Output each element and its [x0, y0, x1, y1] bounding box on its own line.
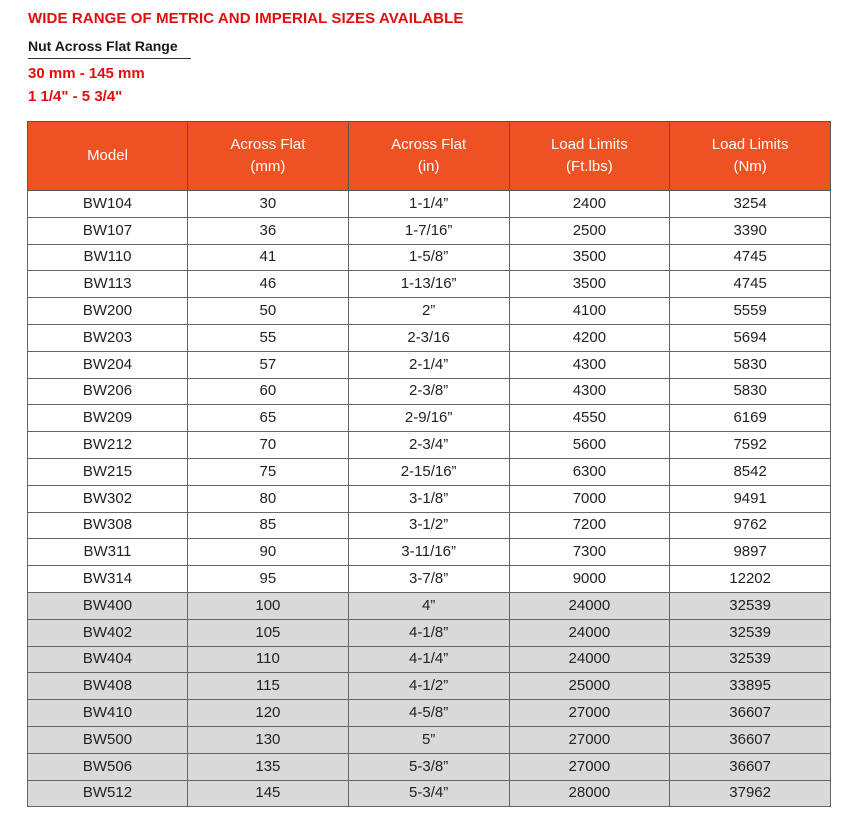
- column-header-line2: (mm): [250, 158, 286, 175]
- table-row: [28, 351, 831, 378]
- cell-model: BW113: [28, 271, 188, 298]
- cell-across-flat-in: 2-9/16”: [348, 405, 509, 432]
- cell-load-ftlbs: 24000: [509, 646, 670, 673]
- column-header-line2: (in): [417, 158, 440, 175]
- cell-across-flat-in: 3-11/16”: [348, 539, 509, 566]
- cell-model: BW302: [28, 485, 188, 512]
- subheading-underline: [28, 58, 191, 59]
- cell-across-flat-in: 4-1/2”: [348, 673, 509, 700]
- table-body: [28, 191, 831, 807]
- cell-model: BW104: [28, 191, 188, 218]
- cell-model: BW203: [28, 324, 188, 351]
- cell-across-flat-mm: 75: [188, 458, 349, 485]
- cell-load-nm: 33895: [670, 673, 831, 700]
- cell-across-flat-in: 2-3/16: [348, 324, 509, 351]
- cell-load-nm: 9762: [670, 512, 831, 539]
- cell-across-flat-in: 4”: [348, 592, 509, 619]
- cell-model: BW404: [28, 646, 188, 673]
- cell-load-nm: 36607: [670, 726, 831, 753]
- cell-across-flat-mm: 36: [188, 217, 349, 244]
- table-row: [28, 432, 831, 459]
- size-table: [27, 121, 831, 807]
- cell-load-ftlbs: 27000: [509, 700, 670, 727]
- table-row: [28, 646, 831, 673]
- cell-load-ftlbs: 7200: [509, 512, 670, 539]
- column-header-line1: Model: [87, 147, 128, 164]
- cell-load-nm: 37962: [670, 780, 831, 807]
- cell-across-flat-mm: 70: [188, 432, 349, 459]
- cell-across-flat-mm: 120: [188, 700, 349, 727]
- column-header-across-flat-mm: [188, 122, 349, 191]
- column-header-line2: (Ft.lbs): [566, 158, 613, 175]
- cell-model: BW308: [28, 512, 188, 539]
- cell-model: BW107: [28, 217, 188, 244]
- cell-across-flat-in: 3-1/2”: [348, 512, 509, 539]
- table-row: [28, 726, 831, 753]
- cell-load-nm: 5830: [670, 351, 831, 378]
- table-row: [28, 753, 831, 780]
- cell-across-flat-in: 5”: [348, 726, 509, 753]
- cell-model: BW204: [28, 351, 188, 378]
- cell-model: BW402: [28, 619, 188, 646]
- cell-across-flat-mm: 100: [188, 592, 349, 619]
- cell-model: BW206: [28, 378, 188, 405]
- cell-load-nm: 9491: [670, 485, 831, 512]
- table-row: [28, 485, 831, 512]
- cell-across-flat-mm: 41: [188, 244, 349, 271]
- cell-load-ftlbs: 3500: [509, 271, 670, 298]
- cell-across-flat-mm: 85: [188, 512, 349, 539]
- column-header-load-limits-ftlbs: [509, 122, 670, 191]
- table-row: [28, 700, 831, 727]
- cell-across-flat-mm: 110: [188, 646, 349, 673]
- cell-across-flat-in: 2-3/4”: [348, 432, 509, 459]
- cell-across-flat-mm: 65: [188, 405, 349, 432]
- cell-across-flat-in: 3-1/8”: [348, 485, 509, 512]
- cell-load-ftlbs: 4300: [509, 378, 670, 405]
- cell-model: BW110: [28, 244, 188, 271]
- column-header-across-flat-in: [348, 122, 509, 191]
- cell-across-flat-in: 5-3/8”: [348, 753, 509, 780]
- headline: WIDE RANGE OF METRIC AND IMPERIAL SIZES AVAILABLE: [28, 10, 464, 27]
- table-row: [28, 405, 831, 432]
- cell-load-nm: 4745: [670, 244, 831, 271]
- table-row: [28, 566, 831, 593]
- table-row: [28, 673, 831, 700]
- cell-load-ftlbs: 4100: [509, 298, 670, 325]
- cell-load-nm: 3254: [670, 191, 831, 218]
- column-header-line1: Load Limits: [551, 136, 628, 153]
- cell-load-nm: 32539: [670, 592, 831, 619]
- column-header-line1: Across Flat: [391, 136, 467, 153]
- cell-across-flat-in: 2”: [348, 298, 509, 325]
- cell-load-nm: 7592: [670, 432, 831, 459]
- cell-load-ftlbs: 24000: [509, 592, 670, 619]
- range-mm: 30 mm - 145 mm: [28, 65, 145, 82]
- cell-across-flat-in: 3-7/8”: [348, 566, 509, 593]
- cell-across-flat-mm: 60: [188, 378, 349, 405]
- cell-model: BW512: [28, 780, 188, 807]
- cell-load-ftlbs: 28000: [509, 780, 670, 807]
- table-row: [28, 592, 831, 619]
- cell-model: BW410: [28, 700, 188, 727]
- cell-across-flat-in: 5-3/4”: [348, 780, 509, 807]
- cell-across-flat-mm: 55: [188, 324, 349, 351]
- column-header-load-limits-nm: [670, 122, 831, 191]
- table-row: [28, 244, 831, 271]
- table-row: [28, 780, 831, 807]
- cell-across-flat-mm: 135: [188, 753, 349, 780]
- cell-across-flat-mm: 50: [188, 298, 349, 325]
- cell-load-ftlbs: 2400: [509, 191, 670, 218]
- cell-across-flat-mm: 130: [188, 726, 349, 753]
- cell-load-ftlbs: 6300: [509, 458, 670, 485]
- cell-across-flat-in: 1-5/8”: [348, 244, 509, 271]
- table-row: [28, 298, 831, 325]
- cell-load-nm: 36607: [670, 700, 831, 727]
- cell-load-ftlbs: 7300: [509, 539, 670, 566]
- cell-load-ftlbs: 7000: [509, 485, 670, 512]
- cell-across-flat-in: 4-1/4”: [348, 646, 509, 673]
- cell-load-nm: 5559: [670, 298, 831, 325]
- cell-model: BW212: [28, 432, 188, 459]
- cell-model: BW314: [28, 566, 188, 593]
- cell-model: BW506: [28, 753, 188, 780]
- cell-across-flat-mm: 30: [188, 191, 349, 218]
- cell-model: BW209: [28, 405, 188, 432]
- cell-load-ftlbs: 4300: [509, 351, 670, 378]
- cell-model: BW311: [28, 539, 188, 566]
- cell-across-flat-mm: 57: [188, 351, 349, 378]
- cell-load-ftlbs: 27000: [509, 726, 670, 753]
- cell-model: BW408: [28, 673, 188, 700]
- column-header-line1: Across Flat: [230, 136, 306, 153]
- cell-load-nm: 32539: [670, 619, 831, 646]
- cell-load-nm: 5694: [670, 324, 831, 351]
- cell-load-ftlbs: 2500: [509, 217, 670, 244]
- table-row: [28, 378, 831, 405]
- cell-across-flat-in: 1-13/16”: [348, 271, 509, 298]
- cell-load-nm: 36607: [670, 753, 831, 780]
- cell-load-ftlbs: 4550: [509, 405, 670, 432]
- cell-across-flat-mm: 145: [188, 780, 349, 807]
- cell-load-ftlbs: 25000: [509, 673, 670, 700]
- table-row: [28, 271, 831, 298]
- column-header-line2: (Nm): [733, 158, 767, 175]
- range-inch: 1 1/4" - 5 3/4": [28, 88, 123, 105]
- cell-across-flat-in: 1-1/4”: [348, 191, 509, 218]
- cell-load-nm: 5830: [670, 378, 831, 405]
- cell-across-flat-mm: 46: [188, 271, 349, 298]
- table-row: [28, 619, 831, 646]
- column-header-line1: Load Limits: [711, 136, 789, 153]
- cell-load-ftlbs: 24000: [509, 619, 670, 646]
- subheading: Nut Across Flat Range: [28, 38, 178, 54]
- cell-load-ftlbs: 27000: [509, 753, 670, 780]
- cell-load-nm: 8542: [670, 458, 831, 485]
- cell-across-flat-mm: 115: [188, 673, 349, 700]
- table-row: [28, 191, 831, 218]
- column-header-model: [28, 122, 188, 191]
- table-row: [28, 458, 831, 485]
- cell-load-ftlbs: 5600: [509, 432, 670, 459]
- table-row: [28, 217, 831, 244]
- cell-across-flat-mm: 80: [188, 485, 349, 512]
- cell-load-nm: 12202: [670, 566, 831, 593]
- cell-load-nm: 32539: [670, 646, 831, 673]
- cell-across-flat-mm: 90: [188, 539, 349, 566]
- cell-across-flat-in: 4-1/8”: [348, 619, 509, 646]
- cell-across-flat-in: 4-5/8”: [348, 700, 509, 727]
- table-row: [28, 512, 831, 539]
- cell-across-flat-mm: 95: [188, 566, 349, 593]
- cell-model: BW215: [28, 458, 188, 485]
- table-header-row: [28, 122, 831, 191]
- cell-load-nm: 6169: [670, 405, 831, 432]
- cell-model: BW400: [28, 592, 188, 619]
- table-row: [28, 324, 831, 351]
- cell-model: BW200: [28, 298, 188, 325]
- cell-across-flat-in: 2-15/16”: [348, 458, 509, 485]
- cell-load-nm: 9897: [670, 539, 831, 566]
- cell-model: BW500: [28, 726, 188, 753]
- cell-across-flat-in: 2-3/8”: [348, 378, 509, 405]
- cell-load-ftlbs: 3500: [509, 244, 670, 271]
- cell-across-flat-in: 2-1/4”: [348, 351, 509, 378]
- cell-load-ftlbs: 9000: [509, 566, 670, 593]
- table-row: [28, 539, 831, 566]
- cell-load-nm: 4745: [670, 271, 831, 298]
- cell-load-nm: 3390: [670, 217, 831, 244]
- cell-across-flat-in: 1-7/16”: [348, 217, 509, 244]
- cell-load-ftlbs: 4200: [509, 324, 670, 351]
- cell-across-flat-mm: 105: [188, 619, 349, 646]
